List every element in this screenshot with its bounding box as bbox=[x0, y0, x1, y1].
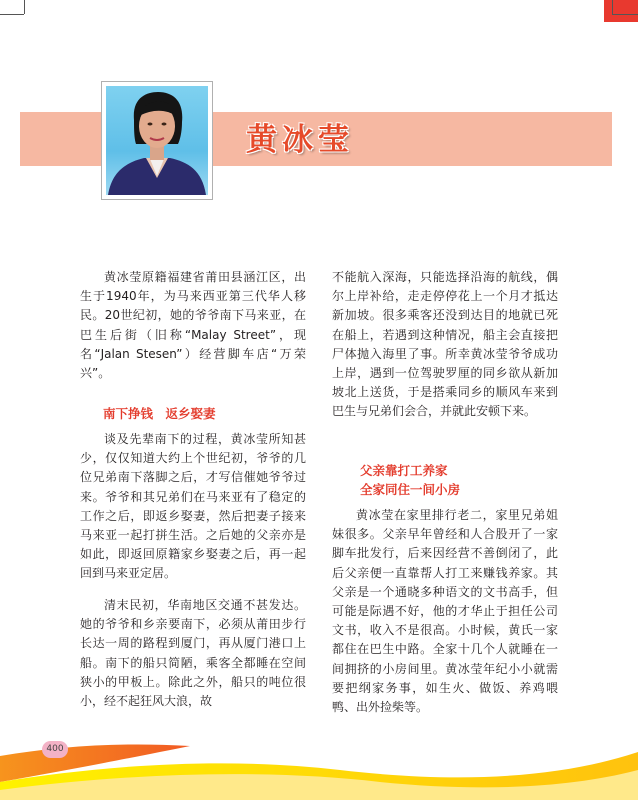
portrait-figure-icon bbox=[106, 86, 208, 195]
swoosh-decoration-icon bbox=[0, 660, 638, 800]
section-heading-2b: 全家同住一间小房 bbox=[360, 482, 461, 497]
portrait-photo bbox=[101, 81, 213, 200]
crop-mark bbox=[24, 0, 25, 14]
paragraph-journey-cont: 不能航入深海，只能选择沿海的航线，偶尔上岸补给，走走停停花上一个月才抵达新加坡。很多乘客还没到达目的地就已死在船上，若遇到这种情况，船主会直接把尸体抛入海里了事。所幸黄冰莹爷爷成功上岸，遇到一位驾驶罗厘的同乡欲从新加坡北上送货，于是搭乘同乡的顺风车来到巴生与兄弟们会合，并就此安顿下来。 bbox=[332, 270, 558, 419]
paragraph-family: 黄冰莹在家里排行老二，家里兄弟姐妹很多。父亲早年曾经和人合股开了一家脚车批发行，后来因经营不善倒闭了，此后父亲便一直靠帮人打工来赚钱养家。其父亲是一个通晓多种语文的文书高手，但可能是际遇不好，他的才华止于担任公司文书，收入不是很高。小时候，黄氏一家都住在巴生中路。全家十几个人就睡在一间拥挤的小房间里。黄冰莹年纪小小就需要把纲家务事，如生火、做饭、养鸡喂鸭、出外捡柴等。 bbox=[332, 508, 558, 715]
section-heading-1: 南下挣钱 返乡娶妻 bbox=[103, 406, 216, 421]
crop-mark bbox=[612, 14, 638, 15]
crop-mark bbox=[612, 0, 613, 14]
section-heading-2a: 父亲靠打工养家 bbox=[360, 463, 448, 478]
crop-mark bbox=[0, 14, 24, 15]
page-title: 黄冰莹 bbox=[246, 122, 354, 158]
paragraph-intro: 黄冰莹原籍福建省莆田县涵江区，出生于1940年，为马来西亚第三代华人移民。20世纪初，她的爷爷南下马来亚，在巴生后街（旧称“Malay Street”，现名“Jalan Stesen”）经营脚车店“万荣兴”。 bbox=[80, 270, 306, 381]
portrait-image bbox=[106, 86, 208, 195]
paragraph-migration: 谈及先辈南下的过程，黄冰莹所知甚少，仅仅知道大约上个世纪初，爷爷的几位兄弟南下落脚之后，才写信催她爷爷过来。爷爷和其兄弟们在马来亚有了稳定的工作之后，即返乡娶妻，然后把妻子接来马来亚一起打拼生活。之后她的父亲亦是如此，即返回原籍家乡娶妻之后，再一起回到马来亚定居。 bbox=[80, 432, 306, 581]
corner-color-tab bbox=[604, 0, 638, 22]
paragraph-journey: 清末民初，华南地区交通不甚发达。她的爷爷和乡亲要南下，必须从莆田步行长达一周的路程到厦门，再从厦门港口上船。南下的船只简陋，乘客全都睡在空间狭小的甲板上。除此之外，船只的吨位很小，经不起狂风大浪，故 bbox=[80, 598, 306, 709]
page-number: 400 bbox=[42, 741, 68, 758]
